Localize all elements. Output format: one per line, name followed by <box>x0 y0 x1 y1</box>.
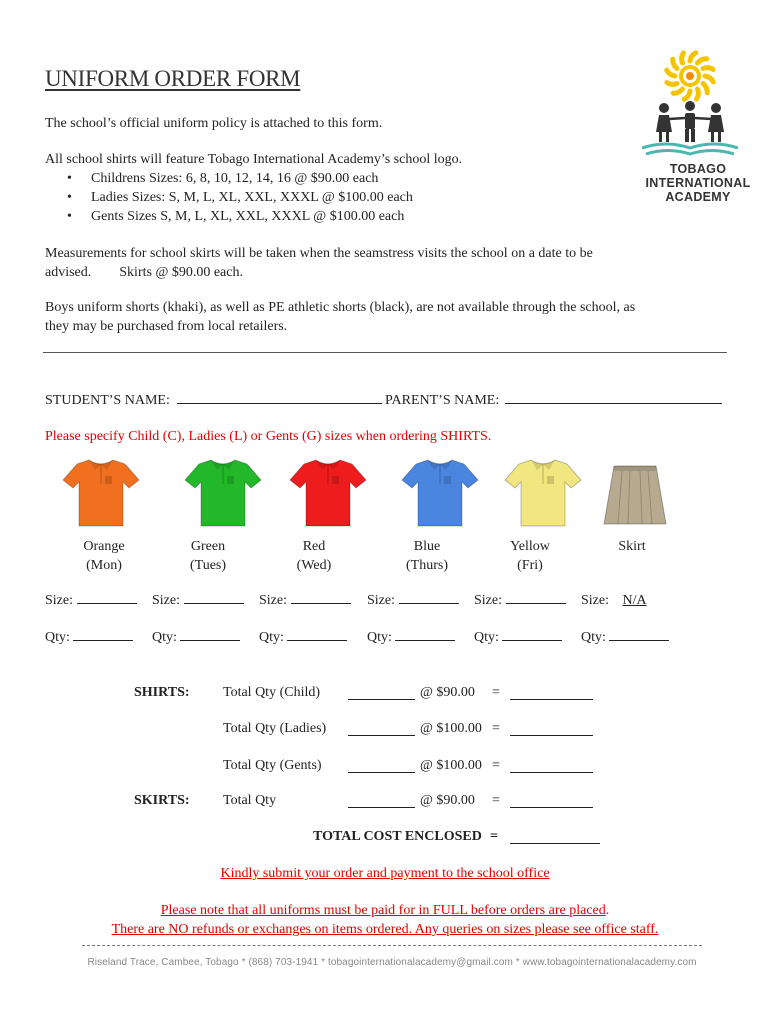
qty-label: Qty: <box>367 630 392 645</box>
payment-notice: Please note that all uniforms must be paid for in FULL before orders are placed. <box>160 903 610 918</box>
qty-row <box>259 628 347 647</box>
item-name: Skirt <box>618 539 646 554</box>
shirt-icon <box>400 454 480 534</box>
student-name-field[interactable] <box>177 391 382 404</box>
logo-note: All school shirts will feature Tobago International Academy’s school logo. <box>45 152 463 167</box>
qty-label: Qty: <box>474 630 499 645</box>
item-label <box>59 537 149 575</box>
skirt-size-value: N/A <box>622 593 647 608</box>
total-row-label: Total Qty <box>223 793 277 808</box>
equals-sign: = <box>492 793 500 808</box>
qty-label: Qty: <box>152 630 177 645</box>
size-list-item: • Childrens Sizes: 6, 8, 10, 12, 14, 16 @ $90.00 each <box>45 169 605 188</box>
item-label <box>382 537 472 575</box>
item-day: (Fri) <box>517 558 543 573</box>
skirt-icon <box>600 460 670 534</box>
size-label: Size: <box>581 593 609 608</box>
qty-row <box>474 628 562 647</box>
size-row <box>259 591 351 610</box>
total-cost-equals: = <box>490 829 498 844</box>
unit-price: @ $90.00 <box>420 793 475 808</box>
student-name-row <box>45 391 382 410</box>
size-row <box>581 591 651 610</box>
item-day: (Mon) <box>86 558 122 573</box>
qty-label: Qty: <box>259 630 284 645</box>
qty-row <box>45 628 133 647</box>
refund-notice: There are NO refunds or exchanges on items ordered. Any queries on sizes please see office staff. <box>111 922 659 937</box>
qty-row <box>367 628 455 647</box>
size-row <box>152 591 244 610</box>
subtotal-field[interactable] <box>510 760 593 773</box>
sizes-list <box>45 169 605 226</box>
total-qty-field[interactable] <box>348 687 415 700</box>
specify-note: Please specify Child (C), Ladies (L) or Gents (G) sizes when ordering SHIRTS. <box>45 429 492 444</box>
size-field[interactable] <box>506 591 566 604</box>
qty-field[interactable] <box>287 628 347 641</box>
parent-name-field[interactable] <box>505 391 722 404</box>
size-field[interactable] <box>77 591 137 604</box>
size-row <box>367 591 459 610</box>
divider <box>43 352 727 353</box>
footer-contact: Riseland Trace, Cambee, Tobago * (868) 703-1941 * tobagointernationalacademy@gmail.com * www.tobagointernationalacademy.com <box>87 957 697 968</box>
total-qty-field[interactable] <box>348 760 415 773</box>
size-label: Size: <box>152 593 180 608</box>
item-day: (Thurs) <box>406 558 448 573</box>
unit-price: @ $100.00 <box>420 758 482 773</box>
logo-text: TOBAGO INTERNATIONAL ACADEMY <box>645 162 751 204</box>
size-label: Size: <box>367 593 395 608</box>
size-label: Size: <box>45 593 73 608</box>
logo-icon <box>628 48 768 158</box>
qty-label: Qty: <box>45 630 70 645</box>
size-row <box>45 591 137 610</box>
shirt-info <box>45 150 605 226</box>
shirts-label: SHIRTS: <box>134 685 190 700</box>
item-label <box>485 537 575 575</box>
shirt-icon <box>61 454 141 534</box>
shorts-note: Boys uniform shorts (khaki), as well as PE athletic shorts (black), are not available through the school, as they may be purchased from local retailers. <box>45 300 636 334</box>
subtotal-field[interactable] <box>510 687 593 700</box>
children-icon <box>656 101 724 142</box>
item-day: (Wed) <box>296 558 332 573</box>
qty-label: Qty: <box>581 630 606 645</box>
item-day: (Tues) <box>189 558 227 573</box>
size-list-item: • Gents Sizes S, M, L, XL, XXL, XXXL @ $100.00 each <box>45 207 605 226</box>
size-field[interactable] <box>184 591 244 604</box>
submit-notice: Kindly submit your order and payment to the school office <box>220 866 550 881</box>
total-cost-field[interactable] <box>510 831 600 844</box>
unit-price: @ $100.00 <box>420 721 482 736</box>
parent-name-row <box>385 391 722 410</box>
shirt-icon <box>503 454 583 534</box>
qty-field[interactable] <box>502 628 562 641</box>
size-field[interactable] <box>399 591 459 604</box>
book-icon <box>642 144 738 154</box>
qty-field[interactable] <box>73 628 133 641</box>
parent-name-label: PARENT’S NAME: <box>385 393 500 408</box>
student-name-label: STUDENT’S NAME: <box>45 393 170 408</box>
size-label: Size: <box>474 593 502 608</box>
total-row-label: Total Qty (Child) <box>223 685 321 700</box>
school-logo <box>628 48 768 208</box>
item-label <box>269 537 359 575</box>
item-name: Green <box>190 539 226 554</box>
item-name: Blue <box>413 539 441 554</box>
policy-note: The school’s official uniform policy is attached to this form. <box>45 116 383 131</box>
qty-row <box>152 628 240 647</box>
size-label: Size: <box>259 593 287 608</box>
total-qty-field[interactable] <box>348 723 415 736</box>
equals-sign: = <box>492 721 500 736</box>
size-list-item: • Ladies Sizes: S, M, L, XL, XXL, XXXL @ $100.00 each <box>45 188 605 207</box>
size-field[interactable] <box>291 591 351 604</box>
shirt-icon <box>288 454 368 534</box>
subtotal-field[interactable] <box>510 723 593 736</box>
size-row <box>474 591 566 610</box>
qty-field[interactable] <box>180 628 240 641</box>
item-name: Yellow <box>510 539 550 554</box>
item-label <box>587 537 677 556</box>
skirt-note: Measurements for school skirts will be taken when the seamstress visits the school on a date to be advised. Skirts @ $90.00 each. <box>45 246 593 280</box>
equals-sign: = <box>492 758 500 773</box>
item-name: Red <box>302 539 326 554</box>
item-name: Orange <box>83 539 125 554</box>
qty-field[interactable] <box>395 628 455 641</box>
shirt-icon <box>183 454 263 534</box>
item-label <box>163 537 253 575</box>
total-qty-field[interactable] <box>348 795 415 808</box>
unit-price: @ $90.00 <box>420 685 475 700</box>
total-row-label: Total Qty (Gents) <box>223 758 322 773</box>
total-cost-label: TOTAL COST ENCLOSED <box>313 829 482 844</box>
qty-row <box>581 628 669 647</box>
page-title: UNIFORM ORDER FORM <box>45 66 301 91</box>
total-row-label: Total Qty (Ladies) <box>223 721 327 736</box>
sun-icon <box>667 53 714 100</box>
footer-divider <box>82 945 702 946</box>
subtotal-field[interactable] <box>510 795 593 808</box>
equals-sign: = <box>492 685 500 700</box>
skirts-label: SKIRTS: <box>134 793 190 808</box>
qty-field[interactable] <box>609 628 669 641</box>
